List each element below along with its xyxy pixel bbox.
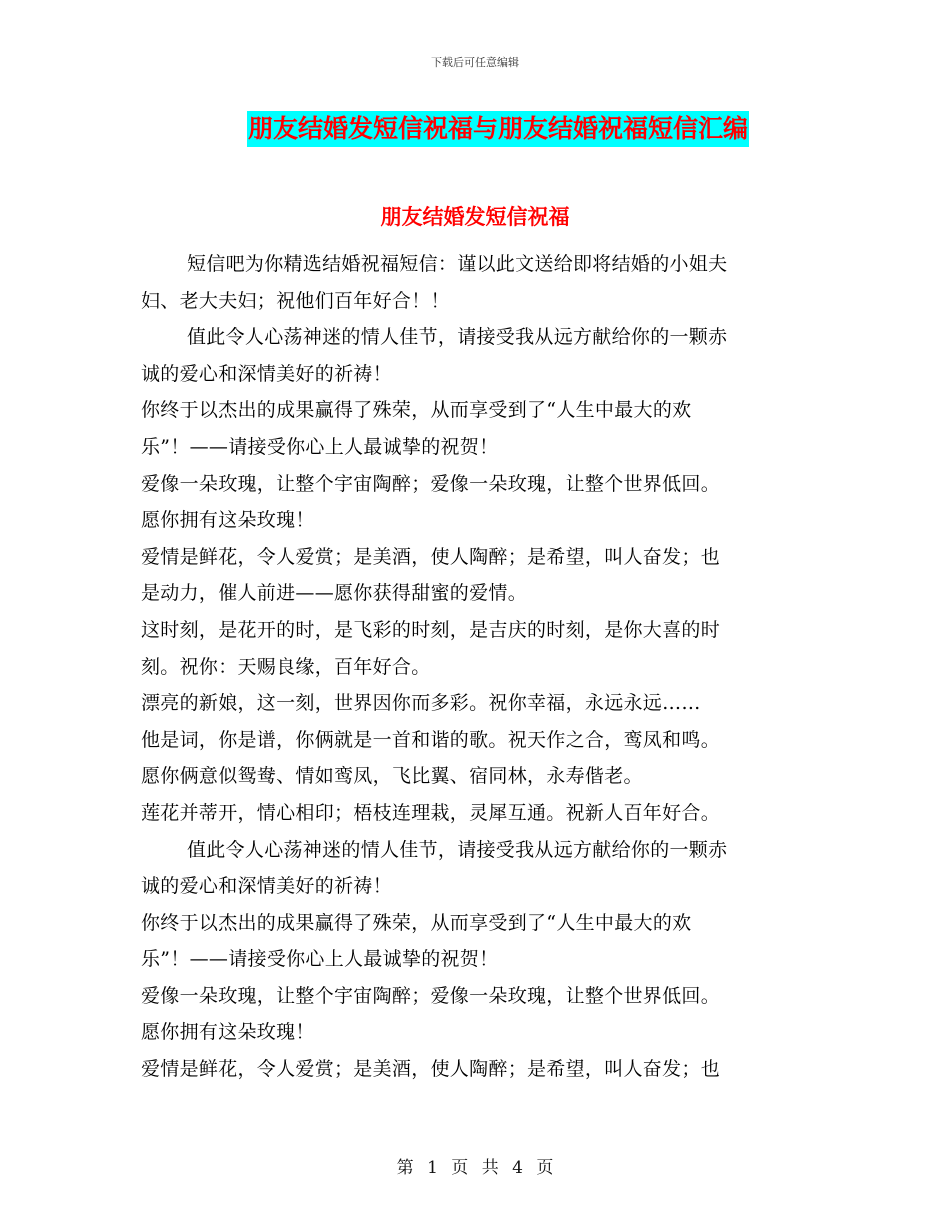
body-line: 是动力，催人前进——愿你获得甜蜜的爱情。 (141, 582, 528, 605)
body-line: 他是词，你是谱，你俩就是一首和谐的歌。祝天作之合，鸾凤和鸣。 (141, 728, 721, 751)
footer-page-mid: 页 (451, 1158, 469, 1178)
body-line: 妇、老大夫妇；祝他们百年好合！！ (141, 289, 450, 312)
body-line: 爱情是鲜花，令人爱赏；是美酒，使人陶醉；是希望，叫人奋发；也 (141, 1058, 721, 1081)
body-line: 爱情是鲜花，令人爱赏；是美酒，使人陶醉；是希望，叫人奋发；也 (141, 545, 721, 568)
footer-total-suffix: 页 (536, 1158, 554, 1178)
body-line: 乐”！——请接受你心上人最诚挚的祝贺！ (141, 948, 499, 971)
body-line: 短信吧为你精选结婚祝福短信：谨以此文送给即将结婚的小姐夫 (187, 253, 728, 275)
section-title: 朋友结婚发短信祝福 (380, 205, 570, 229)
body-line: 爱像一朵玫瑰，让整个宇宙陶醉；爱像一朵玫瑰，让整个世界低回。 (141, 984, 721, 1007)
body-line: 乐”！——请接受你心上人最诚挚的祝贺！ (141, 435, 499, 458)
footer-page-prefix: 第 (396, 1158, 414, 1178)
footer-total-prefix: 共 (481, 1158, 499, 1178)
body-line: 愿你拥有这朵玫瑰！ (141, 509, 315, 532)
body-line: 愿你拥有这朵玫瑰！ (141, 1021, 315, 1044)
footer-total-pages: 4 (512, 1158, 523, 1178)
body-line: 莲花并蒂开，情心相印；梧枝连理栽，灵犀互通。祝新人百年好合。 (141, 801, 721, 824)
document-title-container (0, 111, 950, 147)
body-line: 愿你俩意似鸳鸯、情如鸾凤，飞比翼、宿同林，永寿偕老。 (141, 765, 643, 788)
body-line: 爱像一朵玫瑰，让整个宇宙陶醉；爱像一朵玫瑰，让整个世界低回。 (141, 472, 721, 495)
document-body (141, 246, 801, 1088)
body-line: 值此令人心荡神迷的情人佳节，请接受我从远方献给你的一颗赤 (187, 326, 728, 349)
body-line: 值此令人心荡神迷的情人佳节，请接受我从远方献给你的一颗赤 (187, 838, 728, 861)
footer-page-number: 1 (427, 1158, 438, 1178)
body-line: 漂亮的新娘，这一刻，世界因你而多彩。祝你幸福，永远永远…… (141, 692, 701, 715)
page-footer (0, 1153, 950, 1178)
page-header-note: 下载后可任意编辑 (431, 56, 519, 69)
body-line: 诚的爱心和深情美好的祈祷！ (141, 875, 392, 898)
body-line: 刻。祝你：天赐良缘，百年好合。 (141, 655, 431, 678)
body-line: 诚的爱心和深情美好的祈祷！ (141, 362, 392, 385)
body-line: 这时刻，是花开的时，是飞彩的时刻，是吉庆的时刻，是你大喜的时 (141, 618, 721, 641)
body-line: 你终于以杰出的成果赢得了殊荣，从而享受到了“人生中最大的欢 (141, 911, 692, 934)
document-title: 朋友结婚发短信祝福与朋友结婚祝福短信汇编 (247, 111, 749, 147)
body-line: 你终于以杰出的成果赢得了殊荣，从而享受到了“人生中最大的欢 (141, 399, 692, 422)
